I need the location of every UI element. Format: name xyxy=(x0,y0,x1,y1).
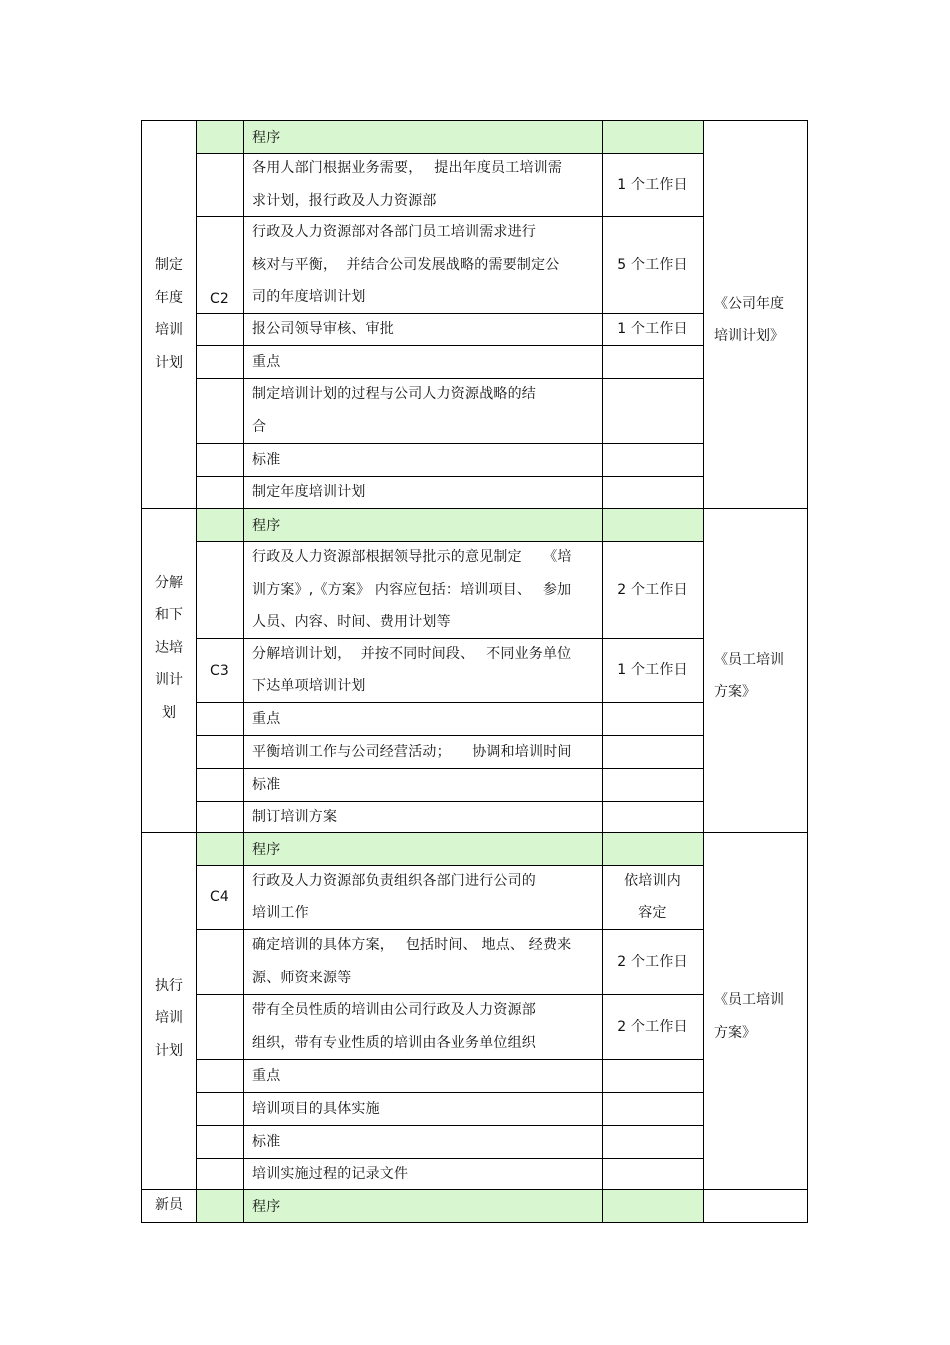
section-header-fill-duration xyxy=(603,509,703,541)
section-header-fill-code xyxy=(197,121,243,153)
step-text-line: 重点 xyxy=(252,1067,281,1084)
section-header-fill-step xyxy=(244,833,602,865)
step-text-line: 源、师资来源等 xyxy=(252,969,352,986)
table-rule-horizontal xyxy=(196,702,704,703)
section-header-label: 程序 xyxy=(252,130,281,146)
step-text-line: 标准 xyxy=(252,776,281,793)
table-rule-vertical xyxy=(196,1189,197,1222)
output-document-line: 《员工培训 xyxy=(714,992,784,1008)
step-text-line: 标准 xyxy=(252,451,281,468)
section-header-fill-duration xyxy=(603,1190,703,1222)
step-text-line: 各用人部门根据业务需要， 提出年度员工培训需 xyxy=(252,160,563,177)
table-rule-vertical xyxy=(703,508,704,832)
stage-title-line: 年度 xyxy=(155,289,183,306)
step-text-line: 行政及人力资源部根据领导批示的意见制定 《培 xyxy=(252,549,572,565)
section-header-fill-code xyxy=(197,1190,243,1222)
step-text-line: 重点 xyxy=(252,710,281,727)
table-rule-vertical xyxy=(703,1189,704,1222)
stage-title-line: 划 xyxy=(162,704,176,721)
table-rule-horizontal xyxy=(196,216,704,217)
stage-title-line: 培训 xyxy=(155,322,183,338)
stage-title-line: 训计 xyxy=(155,672,183,689)
section-header-fill-step xyxy=(244,121,602,153)
table-rule-horizontal xyxy=(196,929,704,930)
table-rule-horizontal xyxy=(196,153,704,154)
table-rule-horizontal xyxy=(141,508,808,509)
step-text-line: 行政及人力资源部对各部门员工培训需求进行 xyxy=(252,224,536,240)
duration-label: 1 个工作日 xyxy=(617,176,688,193)
step-text-line: 标准 xyxy=(252,1133,281,1150)
duration-label: 5 个工作日 xyxy=(617,256,688,273)
table-rule-horizontal xyxy=(141,832,808,833)
process-code-label: C3 xyxy=(209,662,230,679)
output-document-line: 方案》 xyxy=(714,684,756,700)
section-header-fill-step xyxy=(244,509,602,541)
step-text-line: 组织，带有专业性质的培训由各业务单位组织 xyxy=(252,1034,536,1051)
step-text-line: 求计划，报行政及人力资源部 xyxy=(252,192,437,209)
output-document-label xyxy=(714,984,814,1049)
section-header-label: 程序 xyxy=(252,518,281,534)
step-text-line: 确定培训的具体方案， 包括时间、 地点、 经费来 xyxy=(252,937,572,954)
step-text-line: 训方案》,《方案》 内容应包括：培训项目、 参加 xyxy=(252,581,572,598)
stage-title-line: 培训 xyxy=(155,1010,183,1027)
stage-title xyxy=(142,567,196,730)
table-rule-horizontal xyxy=(196,1059,704,1060)
section-header-label: 程序 xyxy=(252,842,281,858)
table-rule-vertical xyxy=(243,120,244,508)
process-code-label: C4 xyxy=(209,889,230,905)
stage-title-line: 新员 xyxy=(155,1197,183,1214)
table-rule-vertical xyxy=(196,120,197,508)
section-header-label: 程序 xyxy=(252,1199,281,1215)
stage-title xyxy=(142,249,196,379)
table-rule-horizontal xyxy=(196,638,704,639)
step-text-line: 核对与平衡， 并结合公司发展战略的需要制定公 xyxy=(252,256,560,273)
step-text-line: 人员、内容、时间、费用计划等 xyxy=(252,614,451,630)
step-text-line: 合 xyxy=(252,418,267,435)
stage-title xyxy=(142,970,196,1068)
step-text-line: 重点 xyxy=(252,353,281,370)
output-document-label xyxy=(714,288,814,353)
table-rule-vertical xyxy=(196,832,197,1189)
output-document-line: 方案》 xyxy=(714,1024,756,1041)
table-rule-horizontal xyxy=(196,443,704,444)
section-header-fill-code xyxy=(197,833,243,865)
stage-title-line: 分解 xyxy=(155,574,183,591)
table-rule-horizontal xyxy=(196,768,704,769)
stage-title-line: 和下 xyxy=(155,607,183,624)
table-rule-horizontal xyxy=(196,313,704,314)
duration-label: 1 个工作日 xyxy=(617,662,688,678)
step-text-line: 带有全员性质的培训由公司行政及人力资源部 xyxy=(252,1002,536,1019)
table-rule-vertical xyxy=(243,1189,244,1222)
step-text-line: 行政及人力资源部负责组织各部门进行公司的 xyxy=(252,872,536,889)
stage-title-line: 制定 xyxy=(155,257,183,273)
output-document-line: 《公司年度 xyxy=(714,295,784,312)
step-text-line: 培训工作 xyxy=(252,905,309,922)
step-text-line: 制定年度培训计划 xyxy=(252,484,366,500)
table-rule-vertical xyxy=(602,832,603,1189)
table-rule-horizontal xyxy=(141,1189,808,1190)
duration-label: 2 个工作日 xyxy=(617,953,688,970)
step-text-line: 平衡培训工作与公司经营活动； 协调和培训时间 xyxy=(252,743,572,760)
table-rule-horizontal xyxy=(196,476,704,477)
duration-label: 2 个工作日 xyxy=(617,1018,688,1035)
output-document-label xyxy=(714,644,814,709)
step-text-line: 报公司领导审核、审批 xyxy=(252,321,394,337)
table-rule-vertical xyxy=(602,508,603,832)
duration-label: 1 个工作日 xyxy=(617,321,688,337)
table-rule-vertical xyxy=(243,832,244,1189)
step-text-line: 下达单项培训计划 xyxy=(252,678,366,695)
table-rule-horizontal xyxy=(196,1092,704,1093)
table-rule-horizontal xyxy=(196,1125,704,1126)
table-rule-vertical xyxy=(703,832,704,1189)
output-document-line: 培训计划》 xyxy=(714,328,784,344)
step-text-line: 分解培训计划， 并按不同时间段、 不同业务单位 xyxy=(252,645,572,662)
table-rule-horizontal xyxy=(141,120,808,121)
table-rule-horizontal xyxy=(196,801,704,802)
table-rule-horizontal xyxy=(196,345,704,346)
step-text-line: 培训实施过程的记录文件 xyxy=(252,1165,409,1182)
section-header-fill-step xyxy=(244,1190,602,1222)
table-rule-vertical xyxy=(602,120,603,508)
step-text-line: 司的年度培训计划 xyxy=(252,289,366,305)
section-header-fill-duration xyxy=(603,121,703,153)
section-header-fill-duration xyxy=(603,833,703,865)
duration-label: 依培训内 xyxy=(624,872,681,889)
table-rule-horizontal xyxy=(141,1222,808,1223)
table-rule-horizontal xyxy=(196,994,704,995)
stage-title-line: 执行 xyxy=(155,977,183,994)
duration-label: 2 个工作日 xyxy=(617,581,688,598)
table-rule-vertical xyxy=(807,1189,808,1223)
stage-title xyxy=(142,1189,196,1222)
table-rule-horizontal xyxy=(196,865,704,866)
table-rule-horizontal xyxy=(196,735,704,736)
process-code-label: C2 xyxy=(209,290,230,307)
table-rule-vertical xyxy=(243,508,244,832)
table-rule-vertical xyxy=(602,1189,603,1222)
stage-title-line: 达培 xyxy=(155,639,183,656)
section-header-fill-code xyxy=(197,509,243,541)
table-rule-horizontal xyxy=(196,378,704,379)
stage-title-line: 计划 xyxy=(155,354,183,371)
step-text-line: 制订培训方案 xyxy=(252,808,338,825)
output-document-line: 《员工培训 xyxy=(714,651,784,668)
table-rule-vertical xyxy=(703,120,704,508)
step-text-line: 培训项目的具体实施 xyxy=(252,1100,380,1117)
table-rule-horizontal xyxy=(196,541,704,542)
table-rule-vertical xyxy=(196,508,197,832)
table-rule-horizontal xyxy=(196,1158,704,1159)
stage-title-line: 计划 xyxy=(155,1042,183,1059)
duration-label: 容定 xyxy=(638,905,667,922)
step-text-line: 制定培训计划的过程与公司人力资源战略的结 xyxy=(252,386,536,403)
